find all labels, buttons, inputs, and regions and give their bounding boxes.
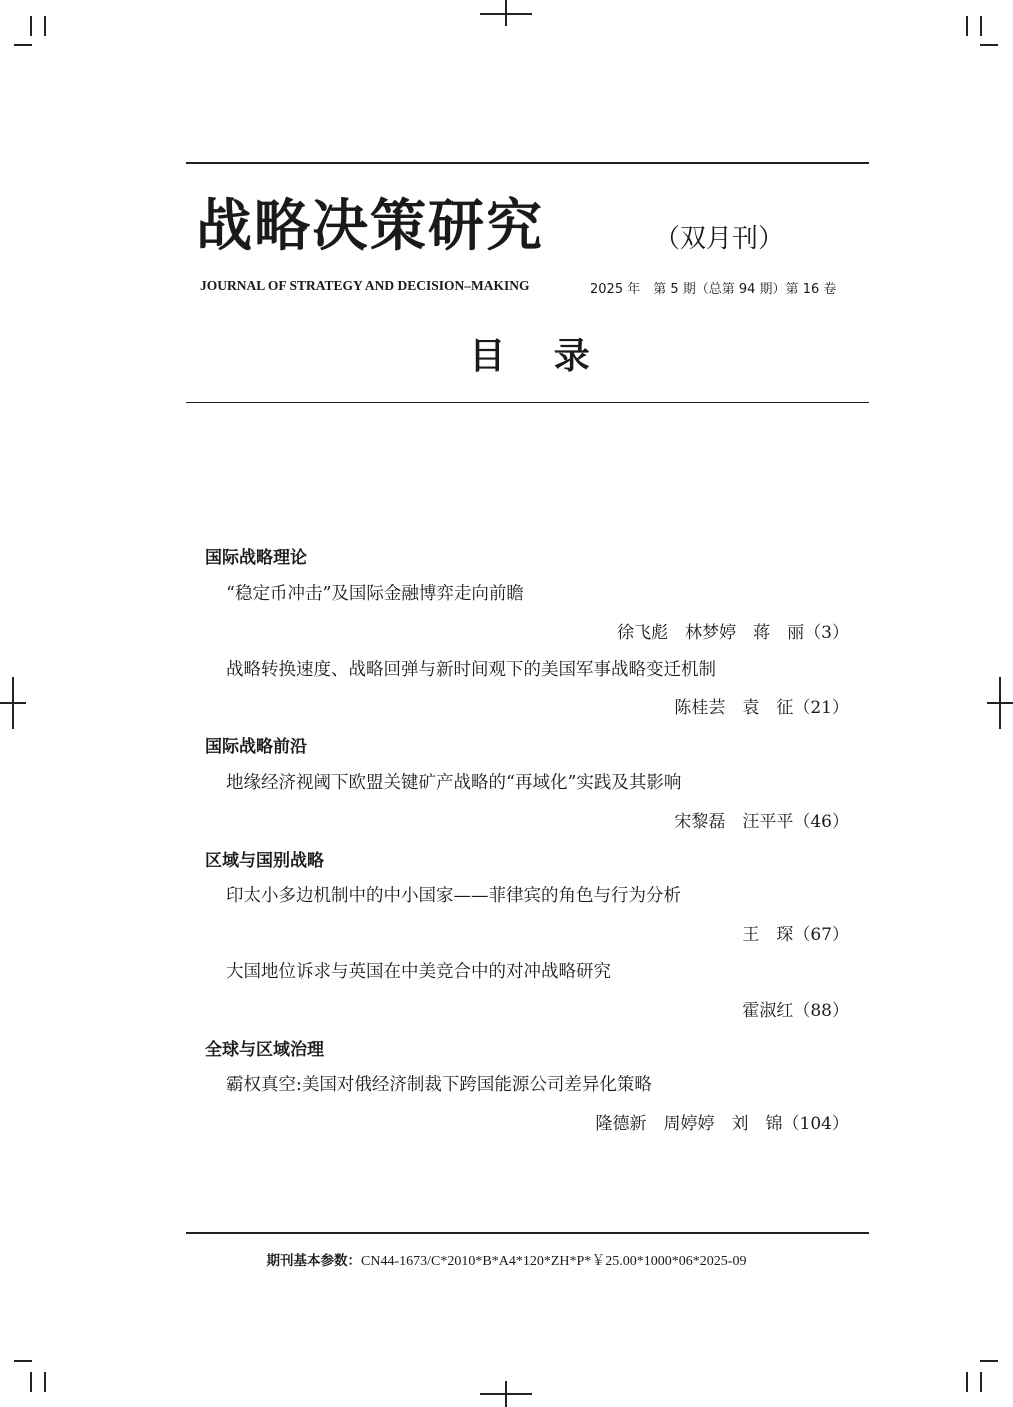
crop-mark <box>14 44 32 46</box>
header-bottom-rule <box>186 402 869 403</box>
section-heading: 区域与国别战略 <box>205 851 324 871</box>
article-authors: 宋黎磊 汪平平（46） <box>674 812 849 832</box>
journal-parameters <box>0 1249 1013 1270</box>
section-heading: 国际战略理论 <box>205 548 307 568</box>
article-authors: 徐飞彪 林梦婷 蒋 丽（3） <box>617 623 849 643</box>
crop-mark <box>44 1372 46 1392</box>
registration-mark <box>12 677 14 729</box>
issue-info: 2025 年 第 5 期（总第 94 期）第 16 卷 <box>590 282 837 297</box>
article-authors: 陈桂芸 袁 征（21） <box>674 698 849 718</box>
section-heading: 国际战略前沿 <box>205 737 307 757</box>
crop-mark <box>980 44 998 46</box>
article-title[interactable]: 霸权真空:美国对俄经济制裁下跨国能源公司差异化策略 <box>226 1075 652 1095</box>
journal-title: 战略决策研究 <box>196 193 544 259</box>
article-title[interactable]: “稳定币冲击”及国际金融博弈走向前瞻 <box>226 584 524 604</box>
toc-heading: 目 录 <box>469 335 608 377</box>
article-authors: 隆德新 周婷婷 刘 锦（104） <box>595 1114 849 1134</box>
registration-mark <box>505 1381 507 1407</box>
article-authors: 王 琛（67） <box>742 925 849 945</box>
footer-rule <box>186 1232 869 1234</box>
registration-mark <box>505 0 507 26</box>
article-title[interactable]: 地缘经济视阈下欧盟关键矿产战略的“再域化”实践及其影响 <box>226 773 682 793</box>
crop-mark <box>966 16 968 36</box>
crop-mark <box>966 1372 968 1392</box>
journal-english-name: JOURNAL OF STRATEGY AND DECISION–MAKING <box>200 278 530 293</box>
section-heading: 全球与区域治理 <box>205 1040 324 1060</box>
article-title[interactable]: 战略转换速度、战略回弹与新时间观下的美国军事战略变迁机制 <box>226 660 716 680</box>
registration-mark <box>999 677 1001 729</box>
crop-mark <box>30 1372 32 1392</box>
article-title[interactable]: 大国地位诉求与英国在中美竞合中的对冲战略研究 <box>226 962 611 982</box>
article-authors: 霍淑红（88） <box>742 1001 849 1021</box>
journal-frequency: （双月刊） <box>654 224 785 254</box>
article-title[interactable]: 印太小多边机制中的中小国家——菲律宾的角色与行为分析 <box>226 886 681 906</box>
crop-mark <box>980 1372 982 1392</box>
crop-mark <box>30 16 32 36</box>
parameters-label: 期刊基本参数： <box>266 1253 362 1269</box>
crop-mark <box>14 1360 32 1362</box>
crop-mark <box>980 1360 998 1362</box>
crop-mark <box>980 16 982 36</box>
crop-mark <box>44 16 46 36</box>
top-rule <box>186 162 869 164</box>
parameters-value: CN44-1673/C*2010*B*A4*120*ZH*P*￥25.00*1000*06*2025-09 <box>361 1254 747 1269</box>
